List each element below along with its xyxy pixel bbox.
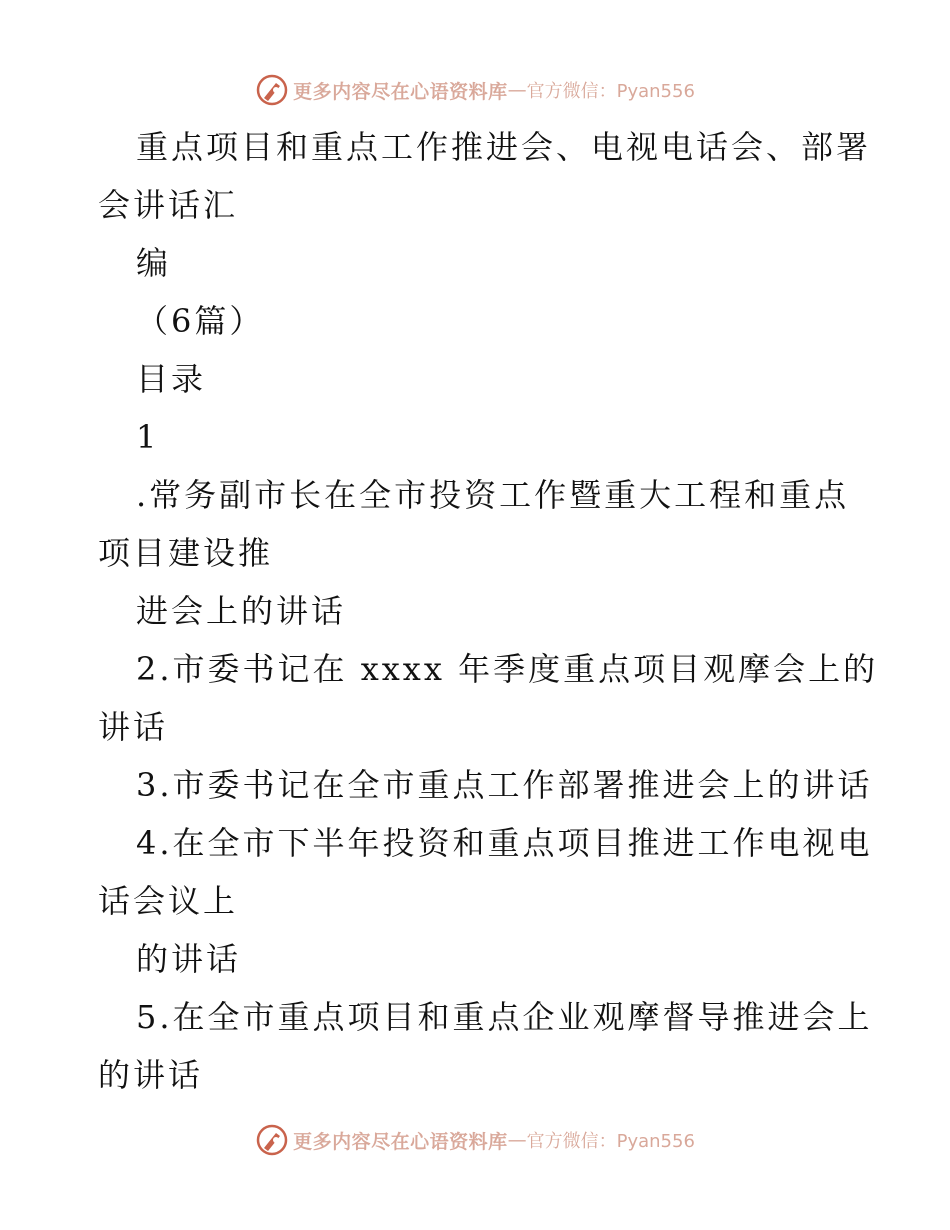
toc-heading: 目录 xyxy=(136,360,207,398)
toc-item-continued: 的讲话 xyxy=(136,940,242,978)
watermark-text: 更多内容尽在心语资料库 xyxy=(293,80,508,103)
watermark-separator: — xyxy=(507,1129,527,1151)
toc-item-continued: 项目建设推 xyxy=(98,534,274,572)
doc-line: 重点项目和重点工作推进会、电视电话会、部署 xyxy=(136,128,872,166)
toc-item: 3.市委书记在全市重点工作部署推进会上的讲话 xyxy=(136,766,873,804)
toc-item: 2.市委书记在 xxxx 年季度重点项目观摩会上的 xyxy=(136,650,879,688)
doc-line: 1 xyxy=(136,418,160,456)
toc-item: 5.在全市重点项目和重点企业观摩督导推进会上 xyxy=(136,998,873,1036)
toc-item-continued: 的讲话 xyxy=(98,1056,204,1094)
pen-logo-icon xyxy=(255,1123,289,1157)
doc-line: 编 xyxy=(136,244,172,282)
toc-item-continued: 进会上的讲话 xyxy=(136,592,347,630)
document-body xyxy=(98,118,879,1104)
pen-logo-icon xyxy=(255,73,289,107)
doc-line: （6篇） xyxy=(136,302,265,340)
watermark-text: 更多内容尽在心语资料库 xyxy=(293,1130,508,1153)
header-watermark xyxy=(0,70,950,110)
watermark-wechat: 官方微信：Pyan556 xyxy=(526,1131,695,1152)
doc-line: 会讲话汇 xyxy=(98,186,239,224)
toc-item-continued: 讲话 xyxy=(98,708,169,746)
toc-item: .常务副市长在全市投资工作暨重大工程和重点 xyxy=(136,476,850,514)
watermark-separator: — xyxy=(507,79,527,101)
toc-item: 4.在全市下半年投资和重点项目推进工作电视电 xyxy=(136,824,873,862)
footer-watermark xyxy=(0,1120,950,1160)
watermark-wechat: 官方微信：Pyan556 xyxy=(526,81,695,102)
toc-item-continued: 话会议上 xyxy=(98,882,239,920)
